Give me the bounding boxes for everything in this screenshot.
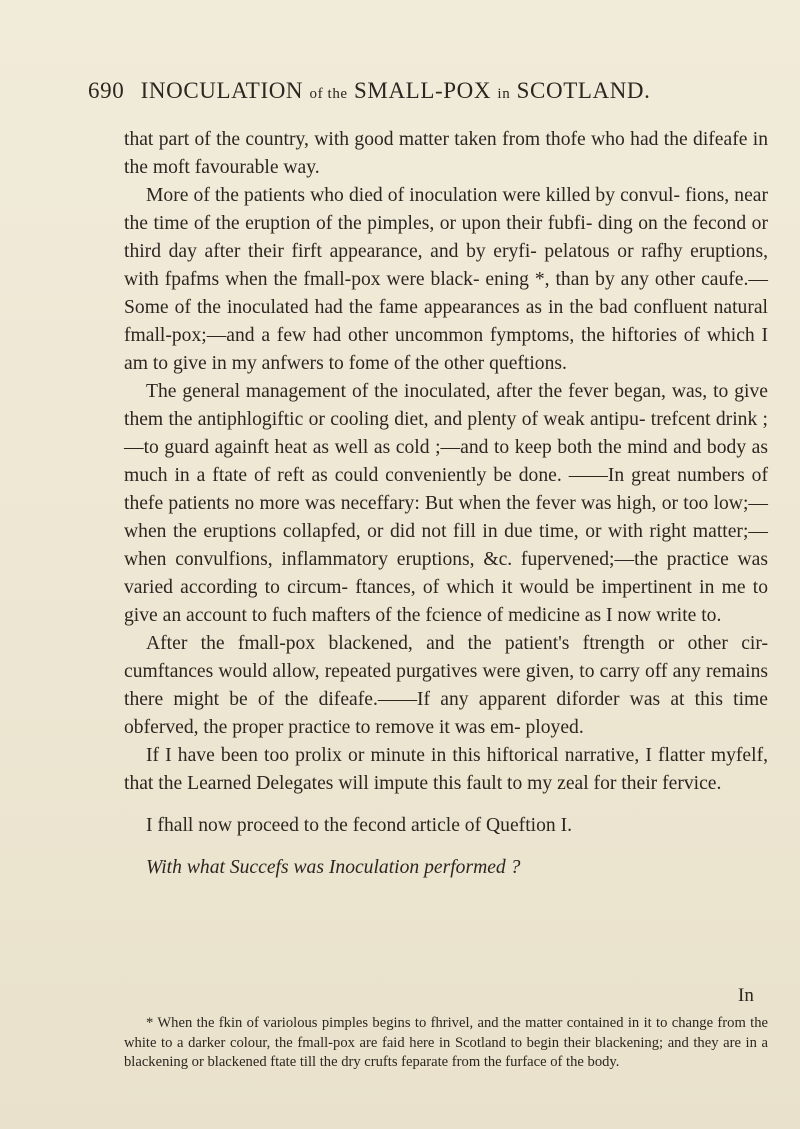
- footnote-text: * When the fkin of variolous pimples begins to fhrivel, and the matter contained in it to change from the white to a darker colour, the fmall-pox are faid here in Scotland to begin their blackening; and they are in a blackening or blackened ftate till the dry crufts feparate from the furface of the body.: [124, 1015, 768, 1070]
- header-title-inoculation: INOCULATION: [140, 78, 304, 103]
- running-header: [88, 78, 788, 104]
- body-text: [124, 126, 768, 882]
- section-heading-italic: With what Succefs was Inoculation performed ?: [146, 857, 521, 878]
- header-title-scotland: SCOTLAND.: [516, 78, 651, 103]
- paragraph-3: The general management of the inoculated, after the fever began, was, to give them the antiphlogiftic or cooling diet, and plenty of weak antipu- trefcent drink ;—to guard againft heat as well as cold ;—and to keep both the mind and body as much in a ftate of reft as could conveniently be done. ——In great numbers of thefe patients no more was neceffary: But when the fever was high, or too low;—when the eruptions collapfed, or did not fill in due time, or with right matter;—when convulfions, inflammatory eruptions, &c. fupervened;—the practice was varied according to circum- ftances, of which it would be impertinent in me to give an account to fuch mafters of the fcience of medicine as I now write to.: [124, 381, 768, 626]
- paragraph-2: More of the patients who died of inoculation were killed by convul- fions, near the time of the eruption of the pimples, or upon their fubfi- ding on the fecond or third day after their firft appearance, and by eryfi- pelatous or rafhy eruptions, with fpafms when the fmall-pox were black- ening *, than by any other caufe.—Some of the inoculated had the fame appearances as in the bad confluent natural fmall-pox;—and a few had other uncommon fymptoms, the hiftories of which I am to give in my anfwers to fome of the other queftions.: [124, 185, 768, 374]
- page-number: 690: [88, 78, 125, 103]
- header-title-of-the: of the: [309, 86, 348, 102]
- paragraph-4: After the fmall-pox blackened, and the patient's ftrength or other cir- cumftances would allow, repeated purgatives were given, to carry off any remains there might be of the difeafe.——If any apparent diforder was at this time obferved, the proper practice to remove it was em- ployed.: [124, 633, 768, 738]
- header-title-smallpox: SMALL-POX: [354, 78, 492, 103]
- header-title-in: in: [497, 86, 511, 102]
- catchword: In: [738, 985, 754, 1006]
- paragraph-5: If I have been too prolix or minute in this hiftorical narrative, I flatter myfelf, that the Learned Delegates will impute this fault to my zeal for their fervice.: [124, 745, 768, 794]
- footnote: [124, 1014, 768, 1073]
- paragraph-6: I fhall now proceed to the fecond article of Queftion I.: [146, 815, 572, 836]
- paragraph-1: that part of the country, with good matter taken from thofe who had the difeafe in the moft favourable way.: [124, 129, 768, 178]
